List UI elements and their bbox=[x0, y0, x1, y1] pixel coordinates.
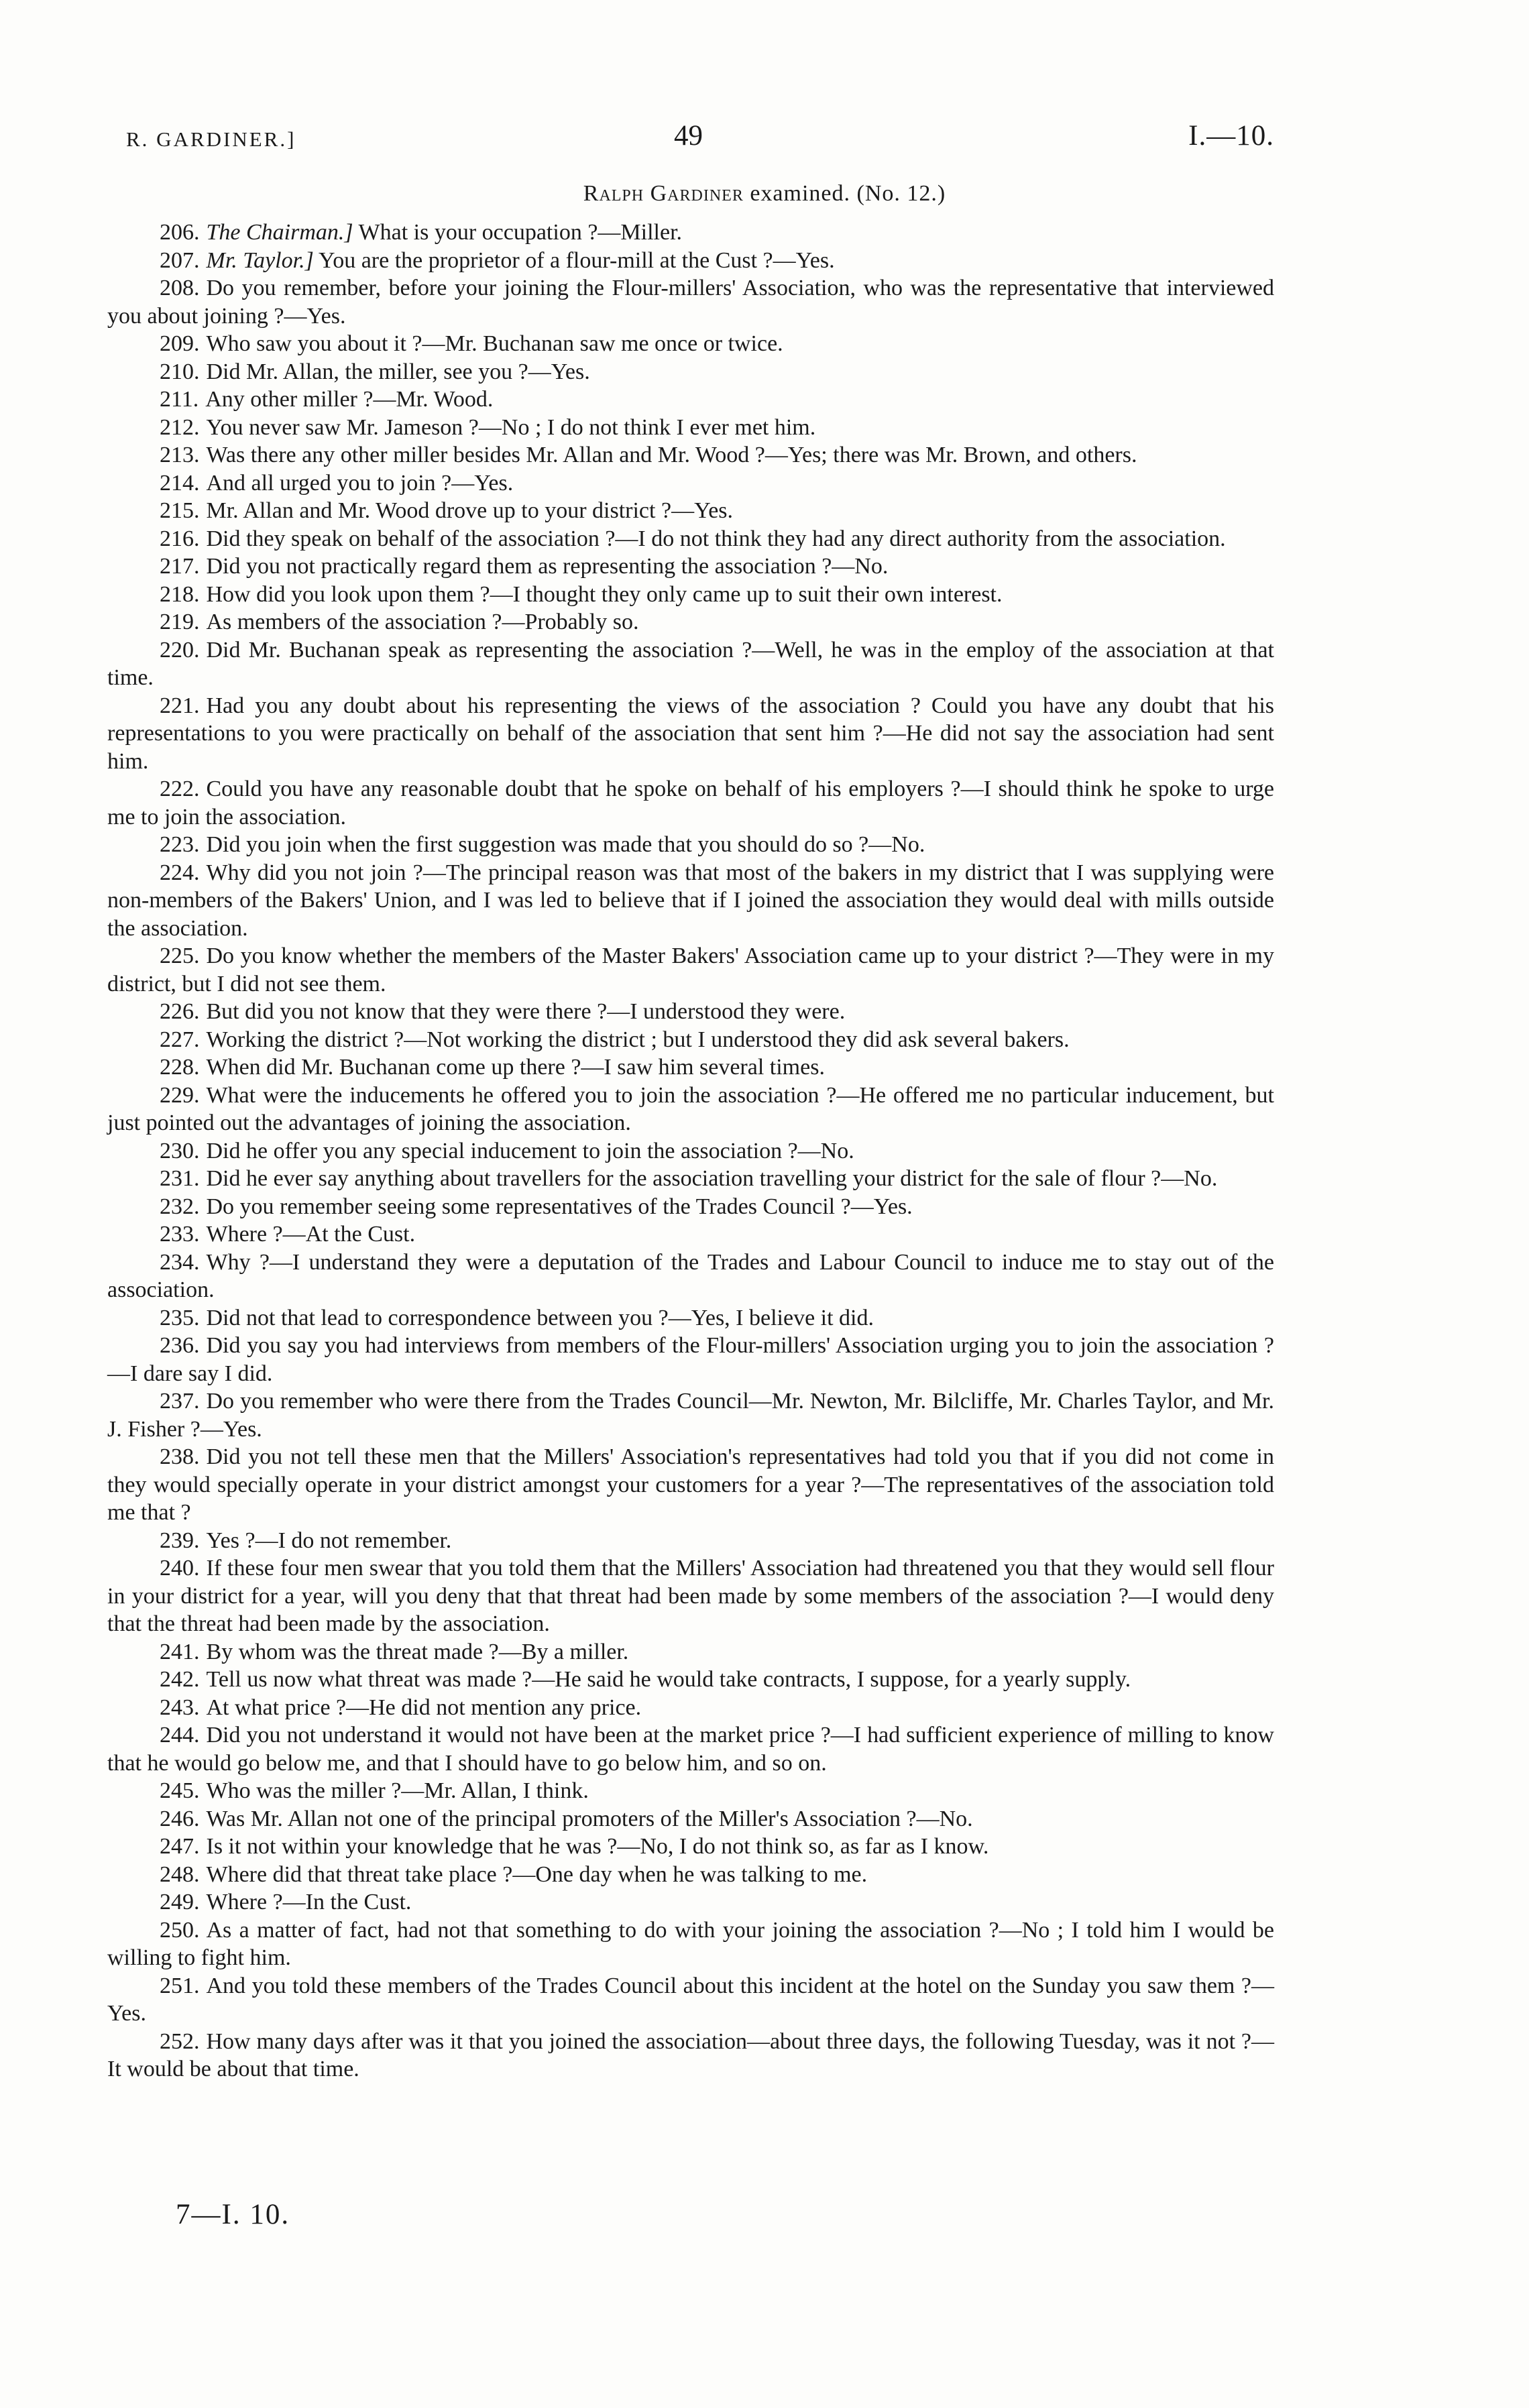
document-reference: I.—10. bbox=[1188, 120, 1274, 152]
question-number: 236. bbox=[160, 1333, 200, 1358]
question-number: 243. bbox=[160, 1695, 200, 1720]
qa-text: Mr. Allan and Mr. Wood drove up to your district ?—Yes. bbox=[206, 498, 734, 523]
question-number: 208. bbox=[160, 276, 200, 300]
qa-text: Did they speak on behalf of the association ?—I do not think they had any direct authority from the association. bbox=[206, 526, 1226, 551]
qa-entry bbox=[107, 1777, 1274, 1805]
page-number: 49 bbox=[674, 120, 703, 152]
qa-entry bbox=[107, 998, 1274, 1026]
question-number: 227. bbox=[160, 1027, 200, 1052]
question-number: 207. bbox=[160, 247, 200, 273]
question-number: 218. bbox=[160, 581, 200, 607]
qa-entry bbox=[107, 1554, 1274, 1638]
question-number: 237. bbox=[160, 1389, 200, 1414]
qa-text: Do you remember, before your joining the Flour-millers' Association, who was the representative that interviewed you about joining ?—Yes. bbox=[107, 276, 1274, 329]
qa-entry bbox=[107, 358, 1274, 386]
footer-signature: 7—I. 10. bbox=[176, 2199, 290, 2230]
qa-text: If these four men swear that you told them that the Millers' Association had threatened you that they would sell flour in your district for a year, will you deny that that threat had been made by some members of the association ?—I would deny that the threat had been made by the association. bbox=[107, 1556, 1274, 1636]
running-head bbox=[114, 119, 1274, 160]
qa-text: And all urged you to join ?—Yes. bbox=[206, 470, 514, 496]
qa-text: Any other miller ?—Mr. Wood. bbox=[205, 387, 494, 412]
question-number: 241. bbox=[160, 1639, 200, 1664]
qa-entry bbox=[107, 1193, 1274, 1221]
qa-text: At what price ?—He did not mention any price. bbox=[206, 1695, 642, 1720]
qa-text: Do you remember seeing some representatives of the Trades Council ?—Yes. bbox=[206, 1194, 913, 1219]
qa-text: Did he ever say anything about travellers for the association travelling your district for the sale of flour ?—No. bbox=[206, 1166, 1218, 1191]
qa-entry bbox=[107, 497, 1274, 525]
question-number: 216. bbox=[160, 526, 200, 551]
qa-entry bbox=[107, 1888, 1274, 1916]
qa-entry bbox=[107, 1721, 1274, 1777]
question-number: 246. bbox=[160, 1806, 200, 1831]
question-number: 233. bbox=[160, 1222, 200, 1247]
question-number: 240. bbox=[160, 1556, 200, 1581]
qa-entry bbox=[107, 1916, 1274, 1972]
qa-entry bbox=[107, 775, 1274, 831]
question-number: 224. bbox=[160, 860, 200, 885]
question-number: 217. bbox=[160, 554, 200, 579]
qa-text: Who saw you about it ?—Mr. Buchanan saw me once or twice. bbox=[206, 331, 783, 356]
qa-text: Did you say you had interviews from members of the Flour-millers' Association urging you to join the association ?—I dare say I did. bbox=[107, 1333, 1274, 1386]
qa-text: Why did you not join ?—The principal reason was that most of the bakers in my district that I was supplying were non-members of the Bakers' Union, and I was led to believe that if I joined the association they would deal with mills outside the association. bbox=[107, 860, 1274, 941]
qa-entry bbox=[107, 1833, 1274, 1861]
question-number: 206. bbox=[160, 220, 200, 245]
qa-text: Yes ?—I do not remember. bbox=[206, 1528, 452, 1553]
qa-entry bbox=[107, 1220, 1274, 1249]
question-number: 213. bbox=[160, 443, 200, 467]
question-number: 225. bbox=[160, 943, 200, 968]
qa-entry bbox=[107, 1972, 1274, 2028]
qa-entry bbox=[107, 692, 1274, 776]
qa-text: Did you not tell these men that the Millers' Association's representatives had told you that if you did not come in they would specially operate in your district amongst your customers for a year ?—The representatives of the association told me that ? bbox=[107, 1444, 1274, 1525]
qa-text: Where ?—At the Cust. bbox=[206, 1222, 416, 1247]
qa-entry bbox=[107, 1861, 1274, 1889]
qa-entry bbox=[107, 1026, 1274, 1054]
question-number: 248. bbox=[160, 1861, 200, 1887]
qa-text: Working the district ?—Not working the district ; but I understood they did ask several bakers. bbox=[206, 1027, 1070, 1052]
qa-text: As a matter of fact, had not that something to do with your joining the association ?—No ; I told him I would be willing to fight him. bbox=[107, 1917, 1274, 1970]
witness-name: Ralph Gardiner bbox=[583, 181, 744, 206]
qa-text: How did you look upon them ?—I thought they only came up to suit their own interest. bbox=[206, 581, 1003, 607]
qa-text: Did you not practically regard them as representing the association ?—No. bbox=[206, 554, 889, 579]
qa-text: Is it not within your knowledge that he was ?—No, I do not think so, as far as I know. bbox=[206, 1834, 989, 1859]
qa-entry bbox=[107, 330, 1274, 358]
qa-entry bbox=[107, 1666, 1274, 1694]
qa-entry bbox=[107, 942, 1274, 998]
question-number: 247. bbox=[160, 1834, 200, 1859]
question-number: 244. bbox=[160, 1723, 200, 1747]
qa-entry bbox=[107, 581, 1274, 609]
qa-text: Where ?—In the Cust. bbox=[206, 1890, 412, 1914]
question-number: 223. bbox=[160, 832, 200, 857]
heading-suffix: examined. (No. 12.) bbox=[743, 181, 946, 206]
question-number: 214. bbox=[160, 470, 200, 496]
qa-entry bbox=[107, 608, 1274, 636]
qa-entry bbox=[107, 414, 1274, 442]
qa-text: Where did that threat take place ?—One day when he was talking to me. bbox=[206, 1861, 868, 1887]
qa-text: Tell us now what threat was made ?—He said he would take contracts, I suppose, for a yearly supply. bbox=[206, 1667, 1131, 1692]
question-number: 222. bbox=[160, 777, 200, 801]
qa-text: By whom was the threat made ?—By a miller. bbox=[206, 1639, 629, 1664]
question-number: 215. bbox=[160, 498, 200, 523]
qa-text: Who was the miller ?—Mr. Allan, I think. bbox=[206, 1778, 589, 1803]
qa-entry bbox=[107, 469, 1274, 498]
qa-entry bbox=[107, 386, 1274, 414]
qa-entry bbox=[107, 1694, 1274, 1722]
qa-entry bbox=[107, 831, 1274, 859]
question-number: 245. bbox=[160, 1778, 200, 1803]
qa-text: Did Mr. Buchanan speak as representing the association ?—Well, he was in the employ of the association at that time. bbox=[107, 637, 1274, 690]
qa-entry bbox=[107, 1638, 1274, 1666]
question-number: 232. bbox=[160, 1194, 200, 1219]
qa-text: Why ?—I understand they were a deputation of the Trades and Labour Council to induce me to stay out of the association. bbox=[107, 1249, 1274, 1302]
question-number: 220. bbox=[160, 637, 200, 663]
testimony-body bbox=[107, 219, 1274, 2083]
qa-entry bbox=[107, 1249, 1274, 1304]
qa-entry bbox=[107, 1082, 1274, 1137]
question-number: 212. bbox=[160, 414, 200, 440]
qa-entry bbox=[107, 1053, 1274, 1082]
qa-text: Had you any doubt about his representing the views of the association ? Could you have any doubt that his representations to you were practically on behalf of the association that sent him ?—He did not say the association had sent him. bbox=[107, 693, 1274, 774]
question-number: 250. bbox=[160, 1917, 200, 1943]
qa-text: And you told these members of the Trades Council about this incident at the hotel on the Sunday you saw them ?—Yes. bbox=[107, 1973, 1274, 2026]
question-number: 230. bbox=[160, 1138, 200, 1163]
question-number: 235. bbox=[160, 1305, 200, 1330]
qa-text: Could you have any reasonable doubt that he spoke on behalf of his employers ?—I should think he spoke to urge me to join the association. bbox=[107, 777, 1274, 829]
qa-text: Was Mr. Allan not one of the principal promoters of the Miller's Association ?—No. bbox=[206, 1806, 973, 1831]
question-number: 251. bbox=[160, 1973, 200, 1998]
qa-text: Did not that lead to correspondence between you ?—Yes, I believe it did. bbox=[206, 1305, 874, 1330]
qa-entry bbox=[107, 1165, 1274, 1193]
qa-entry bbox=[107, 1304, 1274, 1332]
qa-text: Did you not understand it would not have been at the market price ?—I had sufficient experience of milling to know that he would go below me, and that I should have to go below him, and so on. bbox=[107, 1723, 1274, 1776]
qa-text: When did Mr. Buchanan come up there ?—I saw him several times. bbox=[206, 1055, 825, 1080]
question-number: 226. bbox=[160, 999, 200, 1024]
section-heading bbox=[0, 181, 1529, 207]
question-number: 219. bbox=[160, 610, 200, 634]
question-number: 228. bbox=[160, 1055, 200, 1080]
qa-entry bbox=[107, 1332, 1274, 1387]
qa-text: What is your occupation ?—Miller. bbox=[353, 220, 683, 245]
qa-entry bbox=[107, 553, 1274, 581]
qa-text: You are the proprietor of a flour-mill at the Cust ?—Yes. bbox=[313, 247, 835, 273]
qa-text: Do you know whether the members of the Master Bakers' Association came up to your district ?—They were in my district, but I did not see them. bbox=[107, 943, 1274, 996]
qa-text: Did you join when the first suggestion was made that you should do so ?—No. bbox=[206, 832, 925, 857]
qa-text: How many days after was it that you joined the association—about three days, the following Tuesday, was it not ?—It would be about that time. bbox=[107, 2028, 1274, 2081]
qa-entry bbox=[107, 2028, 1274, 2083]
qa-text: Was there any other miller besides Mr. Allan and Mr. Wood ?—Yes; there was Mr. Brown, and others. bbox=[206, 443, 1137, 467]
qa-entry bbox=[107, 219, 1274, 247]
question-number: 211. bbox=[160, 387, 199, 412]
qa-text: But did you not know that they were there ?—I understood they were. bbox=[206, 999, 846, 1024]
question-number: 238. bbox=[160, 1444, 200, 1469]
question-number: 209. bbox=[160, 331, 200, 356]
question-number: 242. bbox=[160, 1667, 200, 1692]
qa-text: You never saw Mr. Jameson ?—No ; I do not think I ever met him. bbox=[206, 414, 816, 440]
question-number: 252. bbox=[160, 2028, 200, 2054]
qa-entry bbox=[107, 1527, 1274, 1555]
qa-entry bbox=[107, 1137, 1274, 1165]
question-number: 229. bbox=[160, 1082, 200, 1108]
qa-entry bbox=[107, 441, 1274, 469]
qa-entry bbox=[107, 274, 1274, 330]
qa-entry bbox=[107, 525, 1274, 553]
question-number: 234. bbox=[160, 1249, 200, 1275]
qa-text: Did he offer you any special inducement to join the association ?—No. bbox=[206, 1138, 854, 1163]
question-number: 221. bbox=[160, 693, 200, 718]
question-number: 231. bbox=[160, 1166, 200, 1191]
qa-entry bbox=[107, 1443, 1274, 1527]
qa-entry bbox=[107, 1387, 1274, 1443]
question-number: 210. bbox=[160, 359, 200, 384]
question-number: 239. bbox=[160, 1528, 200, 1553]
qa-text: What were the inducements he offered you to join the association ?—He offered me no particular inducement, but just pointed out the advantages of joining the association. bbox=[107, 1082, 1274, 1135]
qa-text: As members of the association ?—Probably so. bbox=[206, 610, 639, 634]
speaker-label: Mr. Taylor.] bbox=[206, 247, 314, 273]
qa-entry bbox=[107, 247, 1274, 275]
qa-text: Did Mr. Allan, the miller, see you ?—Yes. bbox=[206, 359, 590, 384]
qa-text: Do you remember who were there from the Trades Council—Mr. Newton, Mr. Bilcliffe, Mr. Charles Taylor, and Mr. J. Fisher ?—Yes. bbox=[107, 1389, 1274, 1442]
qa-entry bbox=[107, 859, 1274, 943]
running-head-left: R. GARDINER.] bbox=[126, 127, 296, 151]
qa-entry bbox=[107, 1805, 1274, 1833]
question-number: 249. bbox=[160, 1890, 200, 1914]
qa-entry bbox=[107, 636, 1274, 692]
speaker-label: The Chairman.] bbox=[206, 220, 353, 245]
